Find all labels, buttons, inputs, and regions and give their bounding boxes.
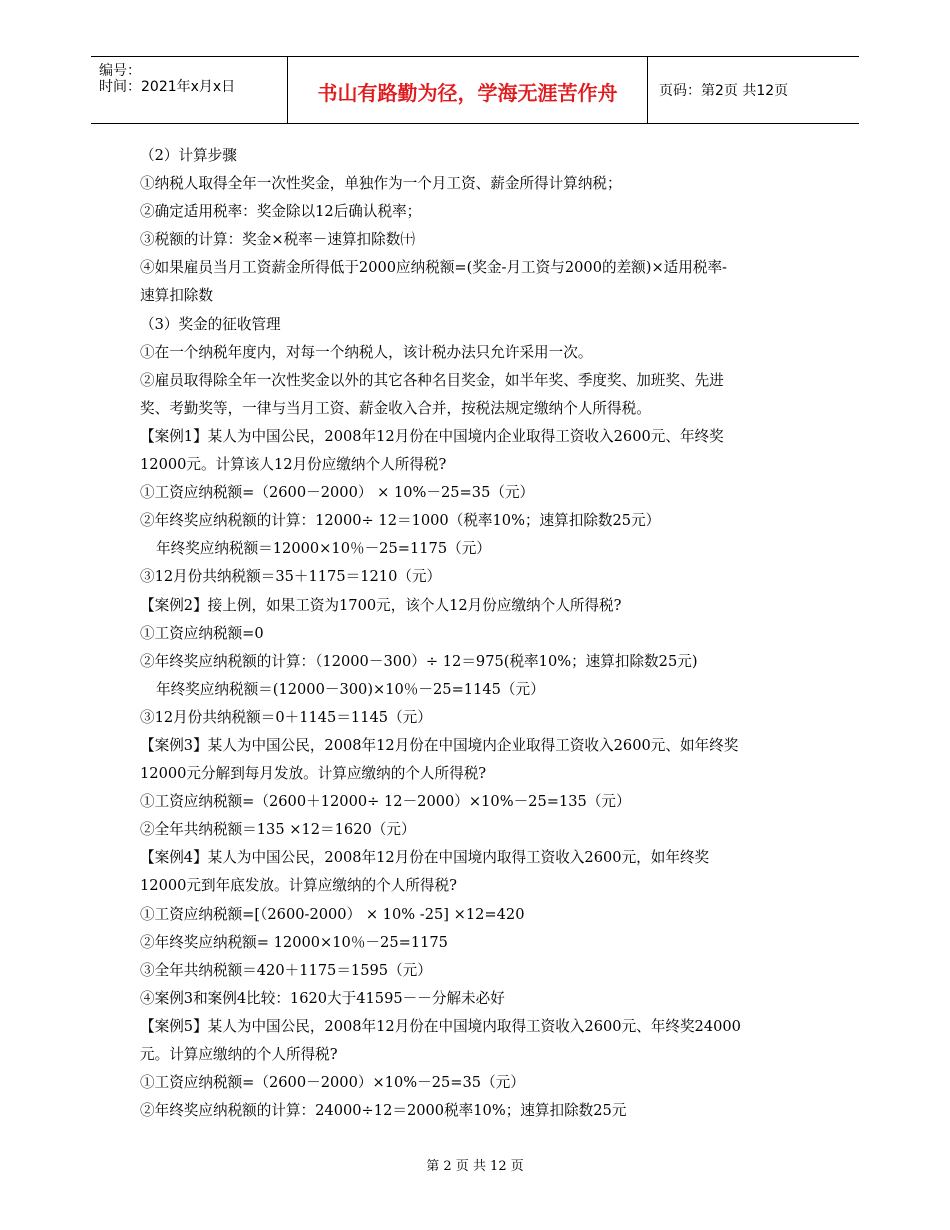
text-line: ①在一个纳税年度内，对每一个纳税人，该计税办法只允许采用一次。 — [140, 343, 593, 361]
text-line: ②年终奖应纳税额的计算：12000÷ 12＝1000（税率10%；速算扣除数25元） — [140, 512, 661, 530]
text-line: ①工资应纳税额=（2600－2000） × 10%－25=35（元） — [140, 484, 535, 502]
text-line: ④如果雇员当月工资薪金所得低于2000应纳税额=(奖金-月工资与2000的差额)×适用税率- — [140, 259, 727, 277]
text-line: ④案例3和案例4比较：1620大于41595－－分解未必好 — [140, 989, 505, 1007]
text-line: ①工资应纳税额=0 — [140, 624, 264, 642]
text-line: 【案例5】某人为中国公民，2008年12月份在中国境内取得工资收入2600元、年终奖24000 — [140, 1017, 741, 1035]
text-line: ①工资应纳税额=（2600＋12000÷ 12－2000）×10%－25=135（元） — [140, 793, 631, 811]
text-line: ②确定适用税率：奖金除以12后确认税率； — [140, 203, 422, 221]
document-body — [140, 142, 812, 1125]
text-line: （2）计算步骤 — [140, 147, 237, 164]
header-number-label: 编号： — [99, 63, 141, 79]
text-line: 12000元到年底发放。计算应缴纳的个人所得税? — [140, 877, 457, 895]
text-line: ③12月份共纳税额＝0＋1145＝1145（元） — [140, 708, 432, 726]
text-line: 年终奖应纳税额＝12000×10％－25=1175（元） — [156, 540, 491, 558]
text-line: ②年终奖应纳税额的计算：24000÷12＝2000税率10%；速算扣除数25元 — [140, 1102, 627, 1120]
text-line: ②年终奖应纳税额的计算：（12000－300）÷ 12＝975(税率10%；速算扣除数25元) — [140, 652, 698, 670]
text-line: 年终奖应纳税额＝(12000－300)×10％－25=1145（元） — [156, 680, 545, 698]
header-meta — [99, 63, 235, 95]
text-line: ①纳税人取得全年一次性奖金，单独作为一个月工资、薪金所得计算纳税； — [140, 175, 622, 193]
text-line: 元。计算应缴纳的个人所得税? — [140, 1046, 338, 1063]
header-motto: 书山有路勤为径，学海无涯苦作舟 — [317, 81, 618, 105]
text-line: 【案例1】某人为中国公民，2008年12月份在中国境内企业取得工资收入2600元、年终奖 — [140, 427, 724, 445]
text-line: ③12月份共纳税额＝35＋1175＝1210（元） — [140, 568, 442, 586]
text-line: 速算扣除数 — [140, 287, 213, 305]
text-line: 12000元。计算该人12月份应缴纳个人所得税? — [140, 456, 447, 474]
text-line: 【案例4】某人为中国公民，2008年12月份在中国境内取得工资收入2600元，如年终奖 — [140, 849, 710, 867]
header-time-label: 时间：2021年x月x日 — [99, 79, 236, 95]
text-line: 奖、考勤奖等，一律与当月工资、薪金收入合并，按税法规定缴纳个人所得税。 — [140, 399, 651, 417]
text-line: ①工资应纳税额=[（2600-2000） × 10% -25] ×12=420 — [140, 905, 525, 923]
text-line: 【案例3】某人为中国公民，2008年12月份在中国境内企业取得工资收入2600元、如年终奖 — [140, 736, 739, 754]
text-line: （3）奖金的征收管理 — [140, 315, 281, 333]
text-line: ①工资应纳税额=（2600－2000）×10%－25=35（元） — [140, 1074, 525, 1092]
page-header — [91, 56, 859, 124]
text-line: ②年终奖应纳税额= 12000×10％－25=1175 — [140, 933, 448, 951]
page-footer: 第 2 页 共 12 页 — [426, 1159, 524, 1174]
text-line: 【案例2】接上例，如果工资为1700元，该个人12月份应缴纳个人所得税? — [140, 596, 622, 614]
header-divider — [647, 57, 648, 123]
header-page-label: 页码：第2页 共12页 — [659, 83, 789, 99]
text-line: ②全年共纳税额＝135 ×12＝1620（元） — [140, 821, 416, 839]
text-line: ②雇员取得除全年一次性奖金以外的其它各种名目奖金，如半年奖、季度奖、加班奖、先进 — [140, 371, 724, 389]
text-line: ③税额的计算：奖金×税率－速算扣除数㈩ — [140, 231, 415, 249]
text-line: ③全年共纳税额＝420＋1175＝1595（元） — [140, 961, 432, 979]
text-line: 12000元分解到每月发放。计算应缴纳的个人所得税? — [140, 765, 487, 783]
